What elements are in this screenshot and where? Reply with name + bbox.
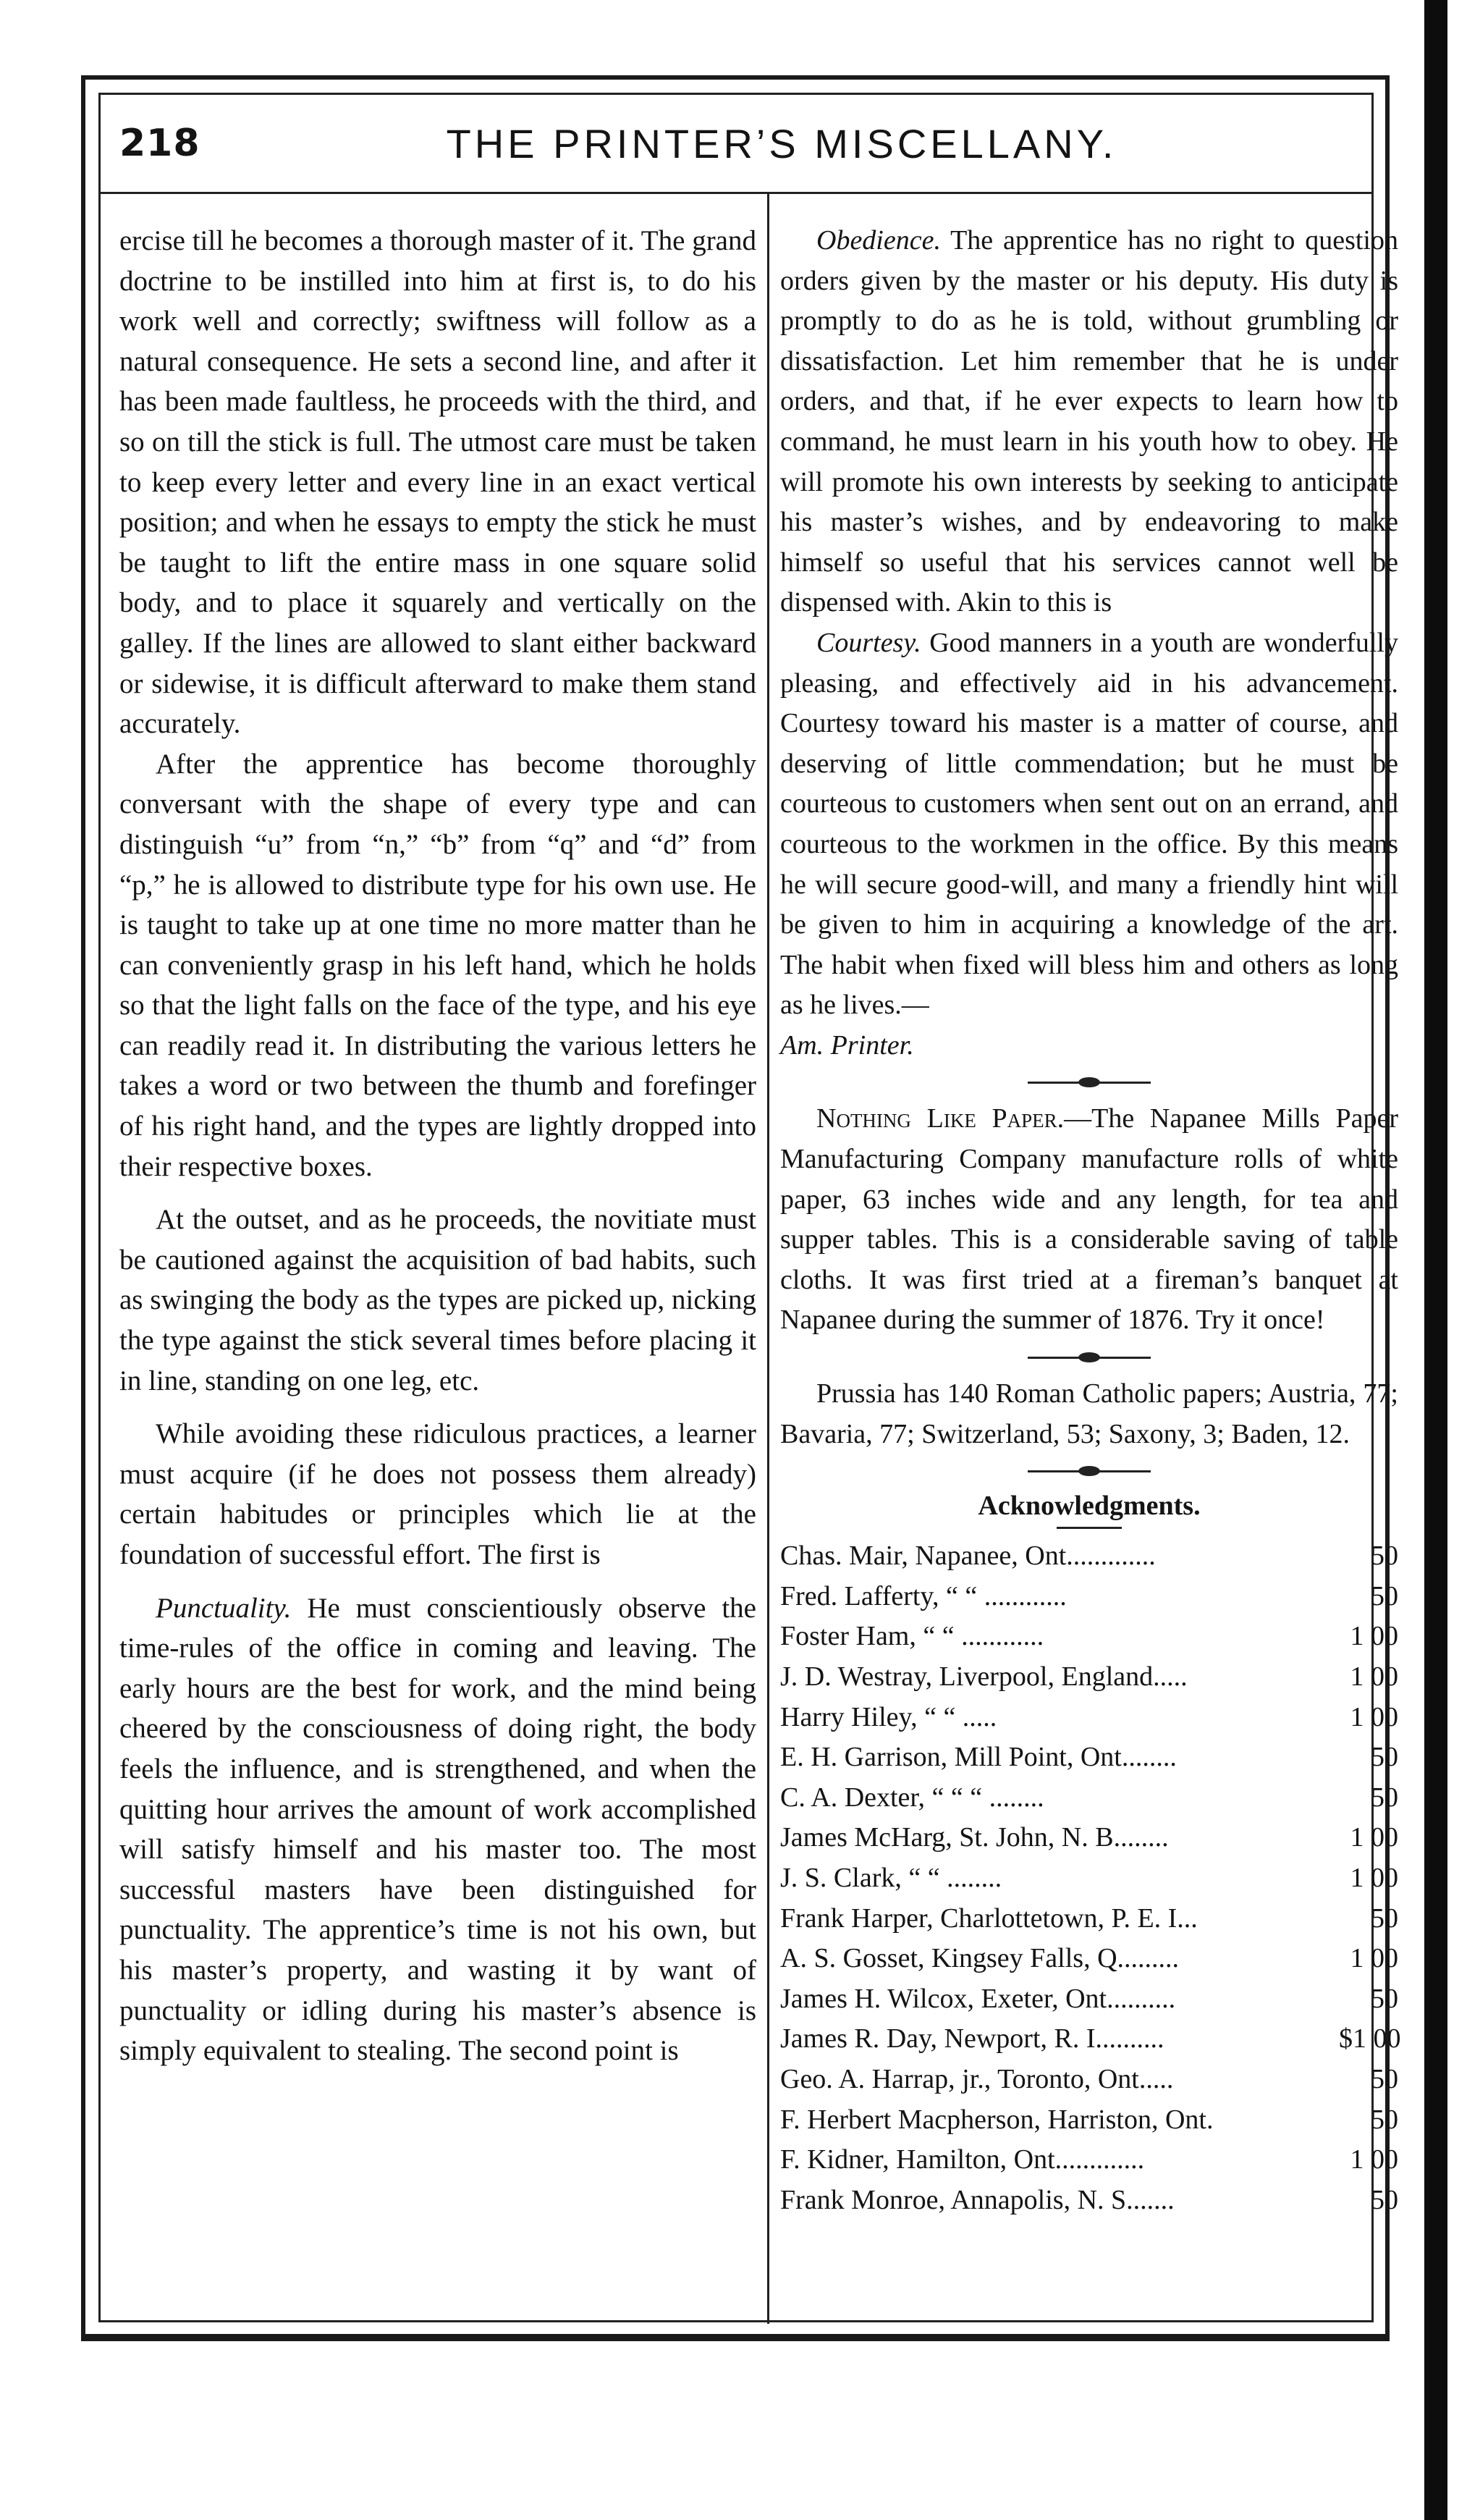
scan-edge-bar xyxy=(1424,0,1447,2520)
ack-amount: 50 xyxy=(1371,1580,1398,1611)
ack-name: J. S. Clark, “ “ ........ xyxy=(780,1862,1002,1893)
ack-name: Harry Hiley, “ “ ..... xyxy=(780,1701,997,1732)
paragraph-body: The apprentice has no right to question orders given by the master or his deputy. His duty is promptly to do as he is told, without grumbling or dissatisfaction. Let him remember that he is under orders, and that, if he ever expects to learn how to command, he must learn in his youth how to obey. He will promote his own interests by seeking to anticipate his master’s wishes, and by endeavoring to make himself so useful that his services cannot well be dispensed with. Akin to this is xyxy=(780,225,1398,618)
paragraph: While avoiding these ridiculous practices, a learner must acquire (if he does not possess them already) certain habitudes or principles which lie at the foundation of successful effort. The first is xyxy=(119,1418,756,1570)
paragraph-body: He must conscientiously observe the time-rules of the office in coming and leaving. The early hours are the best for work, and the mind being cheered by the consciousness of doing right, the body feels the influence, and is strengthened, and when the quitting hour arrives the amount of work accomplished will satisfy himself and his master too. The most successful masters have been distinguished for punctuality. The apprentice’s time is not his own, but his master’s property, and wasting it by want of punctuality or idling during his master’s absence is simply equivalent to stealing. The second point is xyxy=(119,1592,756,2067)
ack-amount: 1 00 xyxy=(1350,1862,1398,1893)
list-item xyxy=(780,2180,1398,2221)
ornament-divider xyxy=(780,1454,1398,1488)
paragraph-prussia: Prussia has 140 Roman Catholic papers; Austria, 77; Bavaria, 77; Switzerland, 53; Saxony, 3; Baden, 12. xyxy=(780,1378,1398,1449)
heading-rule xyxy=(1057,1527,1122,1529)
run-in-heading: Punctuality. xyxy=(156,1592,292,1624)
ack-name: F. Kidner, Hamilton, Ont............. xyxy=(780,2144,1145,2175)
ack-name: A. S. Gosset, Kingsey Falls, Q......... xyxy=(780,1943,1180,1974)
ack-amount: 50 xyxy=(1371,1983,1398,2014)
run-in-heading: Obedience. xyxy=(816,225,941,256)
list-item xyxy=(780,1979,1398,2020)
ack-amount: 1 00 xyxy=(1350,2144,1398,2175)
right-column xyxy=(780,221,1401,2220)
ack-amount: 50 xyxy=(1371,2104,1398,2135)
ack-name: James McHarg, St. John, N. B........ xyxy=(780,1822,1169,1853)
ack-name: James H. Wilcox, Exeter, Ont.......... xyxy=(780,1983,1176,2014)
paragraph-body: Good manners in a youth are wonderfully pleasing, and effectively aid in his advancement. Courtesy toward his master is a matter of course, and deserving of little commendation; but he must be courteous to customers when sent out on an errand, and courteous to the workmen in the office. By this means he will secure good-will, and many a friendly hint will be given to him in acquiring a knowledge of the art. The habit when fixed will bless him and others as long as he lives.— xyxy=(780,627,1398,1021)
paragraph-courtesy xyxy=(780,623,1398,1066)
list-item xyxy=(780,1858,1398,1899)
section-heading: Acknowledgments. xyxy=(978,1491,1201,1522)
ack-amount: $1 00 xyxy=(1339,2023,1401,2055)
article-heading: Nothing Like Paper. xyxy=(816,1103,1065,1134)
ack-name: C. A. Dexter, “ “ “ ........ xyxy=(780,1782,1044,1813)
ack-name: Frank Harper, Charlottetown, P. E. I... xyxy=(780,1902,1198,1934)
acknowledgments-list xyxy=(780,1536,1401,2220)
column-divider xyxy=(767,194,769,2324)
ack-name: E. H. Garrison, Mill Point, Ont........ xyxy=(780,1742,1177,1773)
left-column xyxy=(119,221,756,2071)
paragraph-body: —The Napanee Mills Paper Manufacturing Company manufacture rolls of white paper, 63 inches wide and any length, for tea and supper tables. This is a considerable saving of table cloths. It was first tried at a fireman’s banquet at Napanee during the summer of 1876. Try it once! xyxy=(780,1103,1398,1336)
ack-name: Frank Monroe, Annapolis, N. S....... xyxy=(780,2184,1175,2215)
ack-name: Geo. A. Harrap, jr., Toronto, Ont..... xyxy=(780,2063,1174,2094)
list-item xyxy=(780,1536,1398,1577)
paragraph: After the apprentice has become thoroughly conversant with the shape of every type and can distinguish “u” from “n,” “b” from “q” and “d” from “p,” he is allowed to distribute type for his own use. He is taught to take up at one time no more matter than he can conveniently grasp in his left hand, which he holds so that the light falls on the face of the type, and his eye can readily read it. In distributing the various letters he takes a word or two between the thumb and forefinger of his right hand, and the types are lightly dropped into their respective boxes. xyxy=(119,748,756,1182)
ack-name: Foster Ham, “ “ ............ xyxy=(780,1621,1044,1652)
list-item xyxy=(780,2060,1398,2100)
ack-amount: 50 xyxy=(1371,1782,1398,1813)
paragraph-obedience xyxy=(780,221,1398,623)
ack-amount: 50 xyxy=(1371,1742,1398,1773)
paragraph-paper xyxy=(780,1099,1398,1341)
list-item xyxy=(780,1617,1398,1657)
paragraph: At the outset, and as he proceeds, the novitiate must be cautioned against the acquisition of bad habits, such as swinging the body as the types are picked up, nicking the type against the stick several times before placing it in line, standing on one leg, etc. xyxy=(119,1204,756,1396)
ack-name: James R. Day, Newport, R. I.......... xyxy=(780,2023,1164,2055)
ack-amount: 50 xyxy=(1371,1541,1398,1572)
list-item xyxy=(780,1577,1398,1617)
paragraph-punctuality xyxy=(119,1588,756,2071)
list-item xyxy=(780,1698,1398,1738)
ack-name: F. Herbert Macpherson, Harriston, Ont. xyxy=(780,2104,1214,2135)
ack-name: Fred. Lafferty, “ “ ............ xyxy=(780,1580,1067,1611)
ack-amount: 50 xyxy=(1371,2063,1398,2094)
ornament-divider xyxy=(780,1341,1398,1374)
list-item xyxy=(780,1657,1398,1698)
list-item xyxy=(780,1778,1398,1819)
ack-name: Chas. Mair, Napanee, Ont............. xyxy=(780,1541,1156,1572)
list-item xyxy=(780,1818,1398,1858)
run-in-heading: Courtesy. xyxy=(816,627,921,658)
header-rule xyxy=(98,192,1374,194)
source-credit: Am. Printer. xyxy=(780,1029,914,1061)
ack-amount: 50 xyxy=(1371,1902,1398,1934)
paragraph: ercise till he becomes a thorough master of it. The grand doctrine to be instilled into him at first is, to do his work well and correctly; swiftness will follow as a natural consequence. He sets a second line, and after it has been made faultless, he proceeds with the third, and so on till the stick is full. The utmost care must be taken to keep every letter and every line in an exact vertical position; and when he essays to empty the stick he must be taught to lift the entire mass in one square solid body, and to place it squarely and vertically on the galley. If the lines are allowed to slant either backward or sidewise, it is difficult afterward to make them stand accurately. xyxy=(119,225,756,740)
ack-amount: 1 00 xyxy=(1350,1822,1398,1853)
ack-amount: 1 00 xyxy=(1350,1661,1398,1692)
list-item xyxy=(780,1737,1398,1778)
list-item xyxy=(780,2019,1401,2060)
ack-amount: 50 xyxy=(1371,2184,1398,2215)
ack-amount: 1 00 xyxy=(1350,1943,1398,1974)
ornament-divider xyxy=(780,1066,1398,1099)
list-item xyxy=(780,2100,1398,2141)
page-number: 218 xyxy=(119,122,200,165)
list-item xyxy=(780,1939,1398,1979)
list-item xyxy=(780,2140,1398,2180)
ack-amount: 1 00 xyxy=(1350,1701,1398,1732)
ack-amount: 1 00 xyxy=(1350,1621,1398,1652)
running-head: THE PRINTER’S MISCELLANY. xyxy=(446,121,1117,167)
list-item xyxy=(780,1899,1398,1939)
ack-name: J. D. Westray, Liverpool, England..... xyxy=(780,1661,1188,1692)
